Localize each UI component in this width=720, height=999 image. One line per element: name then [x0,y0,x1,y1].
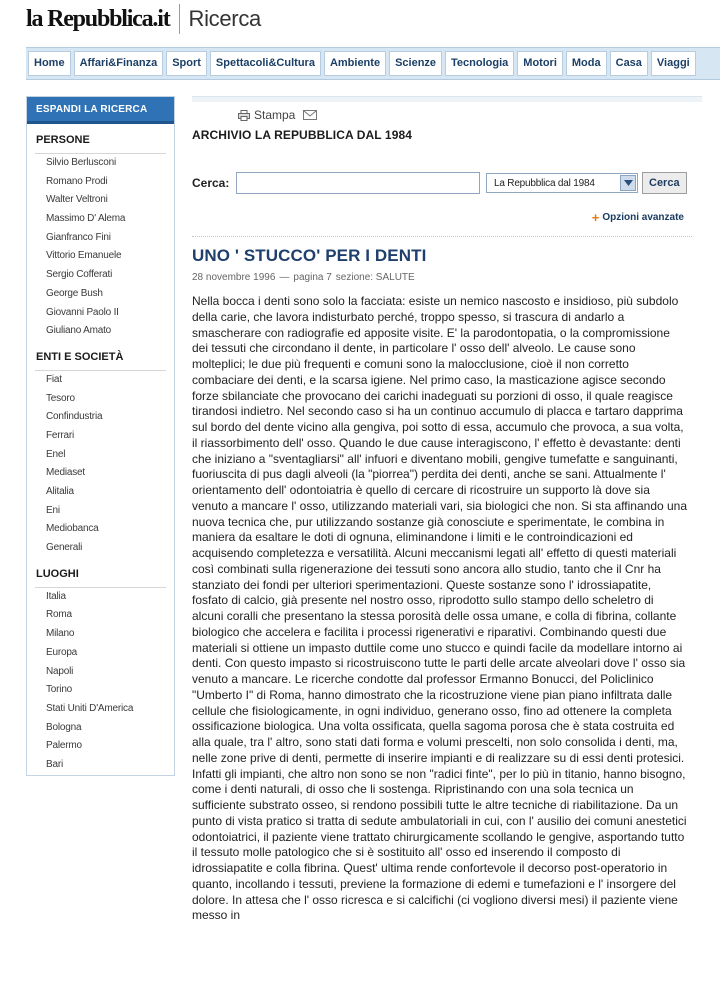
sidebar-link[interactable]: Generali [46,542,83,554]
archive-select[interactable] [486,173,638,193]
sidebar-link[interactable]: Massimo D' Alema [46,213,126,225]
sidebar-link[interactable]: George Bush [46,287,103,299]
sidebar-link[interactable]: Milano [46,628,75,640]
sidebar-link[interactable]: Napoli [46,665,74,677]
nav-item-moda[interactable]: Moda [566,51,607,76]
archive-title: ARCHIVIO LA REPUBBLICA DAL 1984 [192,128,413,142]
sidebar-link[interactable]: Europa [46,646,78,658]
sidebar-link[interactable]: Walter Veltroni [46,194,108,206]
sidebar-group-title: LUOGHI [36,567,79,580]
nav-item-home[interactable]: Home [28,51,71,76]
article-meta [192,272,415,283]
nav-item-scienze[interactable]: Scienze [389,51,442,76]
nav-bar [26,48,720,79]
article-section: sezione: SALUTE [335,272,415,283]
sidebar-group-list [27,588,174,775]
sidebar-link[interactable]: Alitalia [46,486,74,497]
article-divider [192,236,692,237]
sidebar-group-list [27,154,174,341]
search-input[interactable] [236,172,480,194]
sidebar-link[interactable]: Fiat [46,373,62,385]
print-link[interactable]: Stampa [254,108,296,122]
sidebar-link[interactable]: Bari [46,758,63,770]
print-icon[interactable] [238,110,250,121]
main-content [192,96,702,923]
sidebar-group-title: PERSONE [36,134,90,146]
nav-item-sport[interactable]: Sport [166,51,207,76]
sidebar-link[interactable]: Torino [46,684,73,696]
site-logo[interactable]: la Repubblica.it [26,6,170,32]
masthead [26,0,261,34]
plus-icon: + [591,209,600,225]
sidebar-link[interactable]: Mediaset [46,467,85,479]
sidebar-link[interactable]: Silvio Berlusconi [46,157,116,168]
sidebar-groups [27,130,174,775]
sidebar-group-list [27,371,174,558]
sidebar-link[interactable]: Giuliano Amato [46,325,112,337]
nav-item-motori[interactable]: Motori [517,51,563,76]
expand-search-button[interactable]: ESPANDI LA RICERCA [27,97,174,124]
masthead-divider [179,4,180,34]
nav-item-spettacoli-cultura[interactable]: Spettacoli&Cultura [210,51,321,76]
sidebar-link[interactable]: Romano Prodi [46,175,108,187]
sidebar-link[interactable]: Ferrari [46,429,75,441]
meta-separator: — [279,272,290,283]
article-date: 28 novembre 1996 [192,272,276,283]
search-button[interactable]: Cerca [642,172,687,194]
sidebar-link[interactable]: Roma [46,609,72,621]
sidebar-link[interactable]: Giovanni Paolo II [46,306,119,318]
main-navigation [26,47,720,80]
sidebar [26,96,175,776]
sidebar-link[interactable]: Stati Uniti D'America [46,702,134,714]
advanced-options-link[interactable] [591,209,684,225]
tools-row [238,108,317,122]
article-body: Nella bocca i denti sono solo la facciata: esiste un nemico nascosto e insidioso, più subdolo della carie, che lavora indisturbato perché, troppo spesso, si trascura di andarlo a smascherare con radiografie ed apposite visite. E' la parodontopatia, o la compromissione dei tessuti che circondano il dente, in particolare l' osso dell' alveolo. Le cause sono molteplici; le due più frequenti e comuni sono la malocclusione, cioè il non corretto combaciare dei denti, e la scarsa igiene. Nel primo caso, la masticazione agisce secondo forze sbilanciate che provocano dei carichi inadeguati su porzioni di osso, il quale reagisce tirandosi indietro. Nel secondo caso si ha un continuo accumulo di placca e tartaro dapprima sul bordo del dente vicino alla gengiva, poi sotto di essa, accumulo che provoca, a sua volta, il riassorbimento dell' osso. Quando le due cause interagiscono, l' effetto è devastante: denti che iniziano a "sventagliarsi" all' infuori e diventano mobili, gengive tumefatte e sanguinanti, fuoriuscita di pus dagli alveoli (la "piorrea") perdita dei denti, anche se sani. Attualmente l' orientamento dell' odontoiatria è quello di cercare di ricostruire un supporto là dove sia venuto a mancare l' osso, utilizzando materiali vari, sia biologici che non. Si sta affinando una nuova tecnica che, pur utilizzando sostanze già conosciute e sperimentate, le combina in maniera da esaltare le doti di ognuna, eliminandone i limiti e le controindicazioni ed acquisendo completezza e versatilità. Alcuni meccanismi legati all' effetto di questi materiali così combinati sulla rigenerazione dei tessuti sono ancora allo studio, tanto che il Cnr ha stanziato dei fondi per ulteriori sperimentazioni. Queste sostanze sono l' idrossiapatite, fosfato di calcio, già presente nel nostro osso, riprodotto sullo stampo dello scheletro di alcuni coralli che presentano la stessa porosità delle ossa umane, e colla di fibrina, collante biologico che accelera e facilita i processi rigenerativi e riparativi. Combinando questi due materiali si ottiene un impasto duttile come uno stucco e quindi facile da modellare intorno ai denti. Con questo impasto si ricostruiscono tutte le parti delle arcate alveolari dove l' osso sia venuto a mancare. Le ricerche condotte dal professor Ermanno Bonucci, del Policlinico "Umberto I" di Roma, hanno dimostrato che la ricostruzione viene pian piano infiltrata dalle cellule che fisiologicamente, in ogni individuo, generano osso, fino ad ottenere la completa ossificazione biologica. Una volta ossificata, quella sagoma porosa che è stata costruita ed alla quale, tra l' altro, sono stati dati forma e volumi prescelti, non solo consolida i denti, ma, nelle zone prive di denti, permette di inserire impianti e di realizzare su di essi denti protesici. Infatti gli impianti, che altro non sono se non "radici finte", per lo più in titanio, hanno bisogno, come i denti naturali, di osso che li sostenga. Ripristinando con una sola tecnica un sufficiente substrato osseo, si rendono possibili tutte le altre tecniche di riabilitazione. Da un punto di vista pratico si tratta di sedute ambulatoriali in cui, con l' ausilio dei comuni anestetici odontoiatrici, il paziente viene trattato chirurgicamente scollando le gengive, asportando tutto il tessuto molle patologico che si è sostituito all' osso ed inserendo il composto di idrossiapatite e colla fibrina. Quest' ultima rende confortevole il decorso post-operatorio in quanto, incollando i tessuti, previene la formazione di edemi e tumefazioni e l' insorgere del dolore. In attesa che l' osso ricresca e si calcifichi (ci vogliono diversi mesi) il paziente viene messo in [192,294,688,923]
sidebar-link[interactable]: Tesoro [46,392,75,404]
nav-item-viaggi[interactable]: Viaggi [651,51,696,76]
archive-select-value: La Repubblica dal 1984 [494,177,595,189]
sidebar-link[interactable]: Sergio Cofferati [46,269,113,281]
sidebar-link[interactable]: Eni [46,504,60,516]
content-top-rule [192,96,702,102]
sidebar-group-title: ENTI E SOCIETÀ [36,350,124,363]
nav-item-affari-finanza[interactable]: Affari&Finanza [74,51,164,76]
sidebar-link[interactable]: Italia [46,590,66,602]
article-title: UNO ' STUCCO' PER I DENTI [192,246,427,265]
search-form [192,172,692,194]
advanced-options-label: Opzioni avanzate [602,212,684,223]
sidebar-link[interactable]: Mediobanca [46,523,99,535]
chevron-down-icon[interactable] [620,175,636,191]
nav-item-tecnologia[interactable]: Tecnologia [445,51,514,76]
sidebar-link[interactable]: Enel [46,448,66,460]
section-title: Ricerca [188,6,261,31]
sidebar-link[interactable]: Palermo [46,740,82,752]
sidebar-link[interactable]: Vittorio Emanuele [46,250,122,262]
nav-item-ambiente[interactable]: Ambiente [324,51,386,76]
sidebar-link[interactable]: Bologna [46,721,82,733]
nav-item-casa[interactable]: Casa [610,51,648,76]
sidebar-link[interactable]: Gianfranco Fini [46,231,111,243]
article-page: pagina 7 [293,272,332,283]
sidebar-link[interactable]: Confindustria [46,411,103,423]
search-label: Cerca: [192,176,230,190]
mail-icon[interactable] [303,110,317,120]
